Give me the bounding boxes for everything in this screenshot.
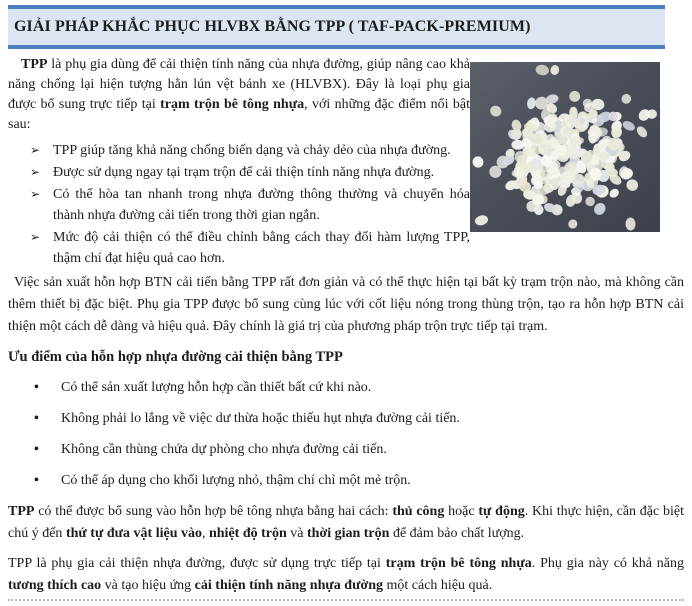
list-item [30, 162, 470, 183]
list-item [30, 140, 470, 161]
dot-bullet-icon: • [34, 442, 39, 457]
arrow-bullet-icon: ➢ [30, 165, 41, 179]
list-item [34, 439, 684, 460]
intro-section [8, 55, 684, 270]
list-item-text: Có thể hòa tan nhanh trong nhựa đường thông thường và chuyển hóa thành nhựa đường cải tiến trong thời gian ngắn. [53, 187, 470, 223]
dotted-divider [8, 599, 684, 601]
list-item-text: Không phải lo lắng về việc dư thừa hoặc thiếu hụt nhựa đường cải tiến. [61, 411, 460, 426]
advantages-heading: Ưu điểm của hỗn hợp nhựa đường cải thiện bằng TPP [8, 349, 343, 365]
dot-bullet-icon: • [34, 473, 39, 488]
tpp-granules-photo [470, 62, 660, 232]
list-item-text: Không cần thùng chứa dự phòng cho nhựa đường cải tiến. [61, 442, 387, 457]
intro-paragraph: TPP là phụ gia dùng để cải thiện tính năng của nhựa đường, giúp nâng cao khả năng chống lại hiện tượng hằn lún vệt bánh xe (HLVBX). Đây là loại phụ gia được bổ sung trực tiếp tại trạm trộn bê tông nhựa, với những đặc điểm nổi bật sau: [8, 57, 471, 132]
arrow-bullet-icon: ➢ [30, 143, 41, 157]
advantages-list [8, 377, 684, 491]
arrow-bullet-icon: ➢ [30, 230, 41, 244]
intro-text-column [8, 55, 470, 270]
arrow-bullet-icon: ➢ [30, 187, 41, 201]
feature-list [8, 140, 470, 269]
summary-paragraph: TPP là phụ gia cải thiện nhựa đường, được sử dụng trực tiếp tại trạm trộn bê tông nhựa. Phụ gia này có khả năng tương thích cao và tạo hiệu ứng cải thiện tính năng nhựa đường một cách hiệu quả. [8, 556, 685, 593]
document-title: GIẢI PHÁP KHẮC PHỤC HLVBX BẰNG TPP ( TAF-PACK-PREMIUM) [14, 18, 531, 35]
list-item-text: TPP giúp tăng khả năng chống biến dạng và chảy dẻo của nhựa đường. [53, 143, 451, 158]
list-item [34, 408, 684, 429]
production-paragraph: Việc sản xuất hỗn hợp BTN cải tiến bằng TPP rất đơn giản và có thể thực hiện tại bất kỳ trạm trộn nào, mà không cần thêm thiết bị đặc biệt. Phụ gia TPP được bổ sung cùng lúc với cốt liệu nóng trong thùng trộn, tạo ra hỗn hợp BTN cải thiện một cách dễ dàng và hiệu quả. Đây chính là giá trị của phương pháp trộn trực tiếp tại trạm. [8, 275, 684, 334]
dosing-paragraph: TPP có thể được bổ sung vào hỗn hợp bê tông nhựa bằng hai cách: thủ công hoặc tự động. Khi thực hiện, cần đặc biệt chú ý đến thứ tự đưa vật liệu vào, nhiệt độ trộn và thời gian trộn để đảm bảo chất lượng. [8, 504, 684, 541]
list-item-text: Được sử dụng ngay tại trạm trộn để cải thiện tính năng nhựa đường. [53, 165, 435, 180]
dot-bullet-icon: • [34, 380, 39, 395]
dot-bullet-icon: • [34, 411, 39, 426]
list-item-text: Có thể sản xuất lượng hỗn hợp cần thiết bất cứ khi nào. [61, 380, 372, 395]
title-banner [8, 5, 665, 49]
list-item-text: Có thể áp dụng cho khối lượng nhỏ, thậm chí chỉ một mẻ trộn. [61, 473, 411, 488]
list-item [30, 227, 470, 269]
list-item-text: Mức độ cải thiện có thể điều chỉnh bằng cách thay đổi hàm lượng TPP, thậm chí đạt hiệu quả cao hơn. [53, 230, 470, 266]
list-item [34, 470, 684, 491]
list-item [34, 377, 684, 398]
list-item [30, 184, 470, 226]
